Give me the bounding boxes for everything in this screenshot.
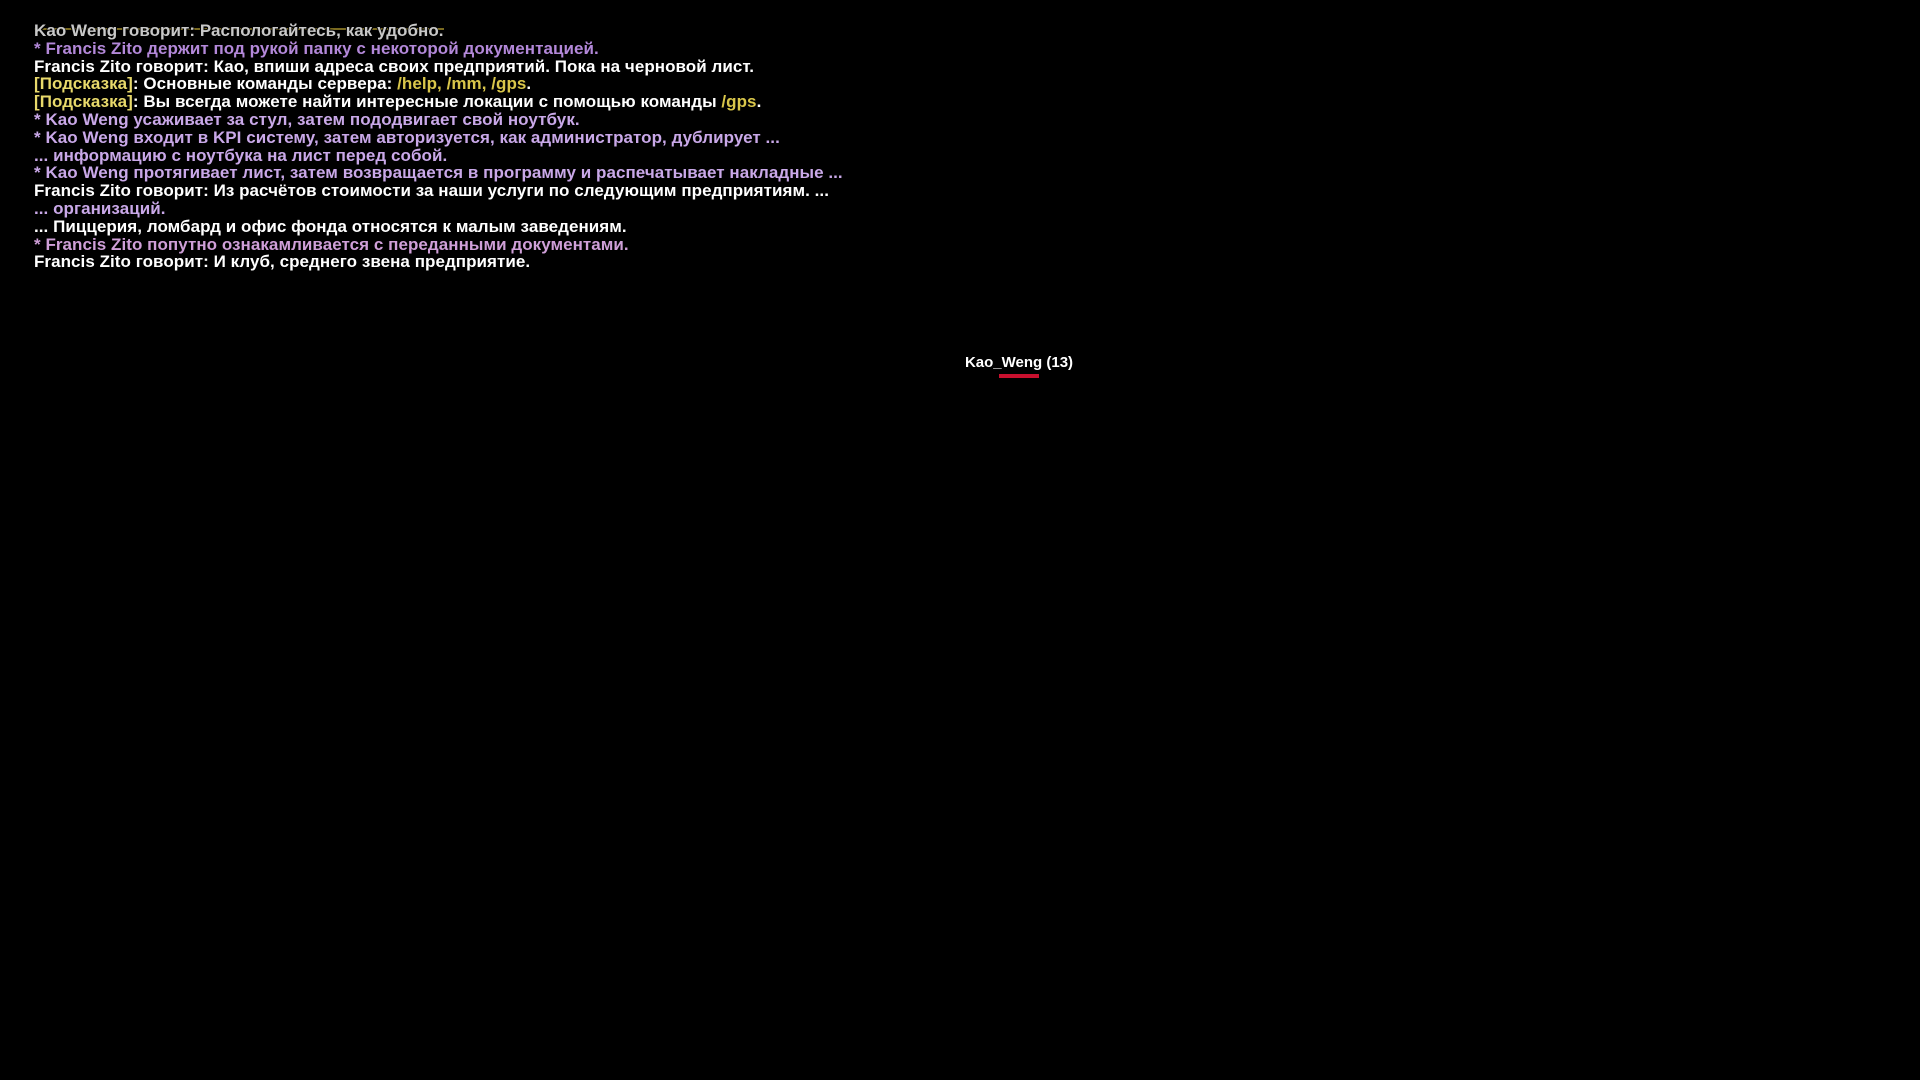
chat-text: ... организаций. [34, 198, 166, 218]
chat-text: [Подсказка] [34, 92, 133, 112]
chat-text: . [756, 92, 762, 112]
player-name-label: Kao_Weng (13) [964, 354, 1074, 371]
chat-text: * Kao Weng протягивает лист, затем возвращается в программу и распечатывает накладные ... [34, 163, 843, 183]
chat-line [34, 58, 1134, 76]
chat-text: * Kao Weng входит в KPI систему, затем авторизуется, как администратор, дублирует ... [34, 127, 780, 147]
chat-text: /help, /mm, /gps [397, 74, 527, 94]
chat-text: ... Пиццерия, ломбард и офис фонда относятся к малым заведениям. [34, 216, 627, 236]
chat-text: [Подсказка] [34, 74, 133, 94]
chat-line [34, 200, 1134, 218]
chat-log [34, 22, 1134, 271]
chat-line [34, 22, 1134, 40]
chat-line [34, 236, 1134, 254]
player-health-bar [999, 374, 1039, 378]
chat-text: * Francis Zito держит под рукой папку с некоторой документацией. [34, 38, 599, 58]
chat-text: Francis Zito говорит: И клуб, среднего звена предприятие. [34, 252, 531, 272]
chat-line [34, 129, 1134, 147]
chat-line [34, 147, 1134, 165]
chat-line [34, 182, 1134, 200]
chat-line [34, 218, 1134, 236]
chat-text: . [526, 74, 532, 94]
chat-text: ... информацию с ноутбука на лист перед собой. [34, 145, 448, 165]
chat-line [34, 93, 1134, 111]
chat-line [34, 164, 1134, 182]
chat-text: Francis Zito говорит: Из расчётов стоимости за наши услуги по следующим предприятиям. ... [34, 181, 829, 201]
chat-text: Kao Weng говорит: Распологайтесь, как удобно. [34, 21, 444, 40]
chat-line [34, 253, 1134, 271]
chat-line [34, 75, 1134, 93]
chat-text: Francis Zito говорит: Као, впиши адреса своих предприятий. Пока на черновой лист. [34, 56, 755, 76]
chat-text: /gps [721, 92, 757, 112]
chat-text: : Вы всегда можете найти интересные локации с помощью команды [132, 92, 722, 112]
chat-text: : Основные команды сервера: [132, 74, 398, 94]
chat-line [34, 40, 1134, 58]
player-health-bar-fill [999, 374, 1039, 378]
player-nametag [919, 354, 1119, 378]
chat-text: * Francis Zito попутно ознакамливается с переданными документами. [34, 234, 629, 254]
chat-line [34, 111, 1134, 129]
chat-text: * Kao Weng усаживает за стул, затем пододвигает свой ноутбук. [34, 109, 580, 129]
